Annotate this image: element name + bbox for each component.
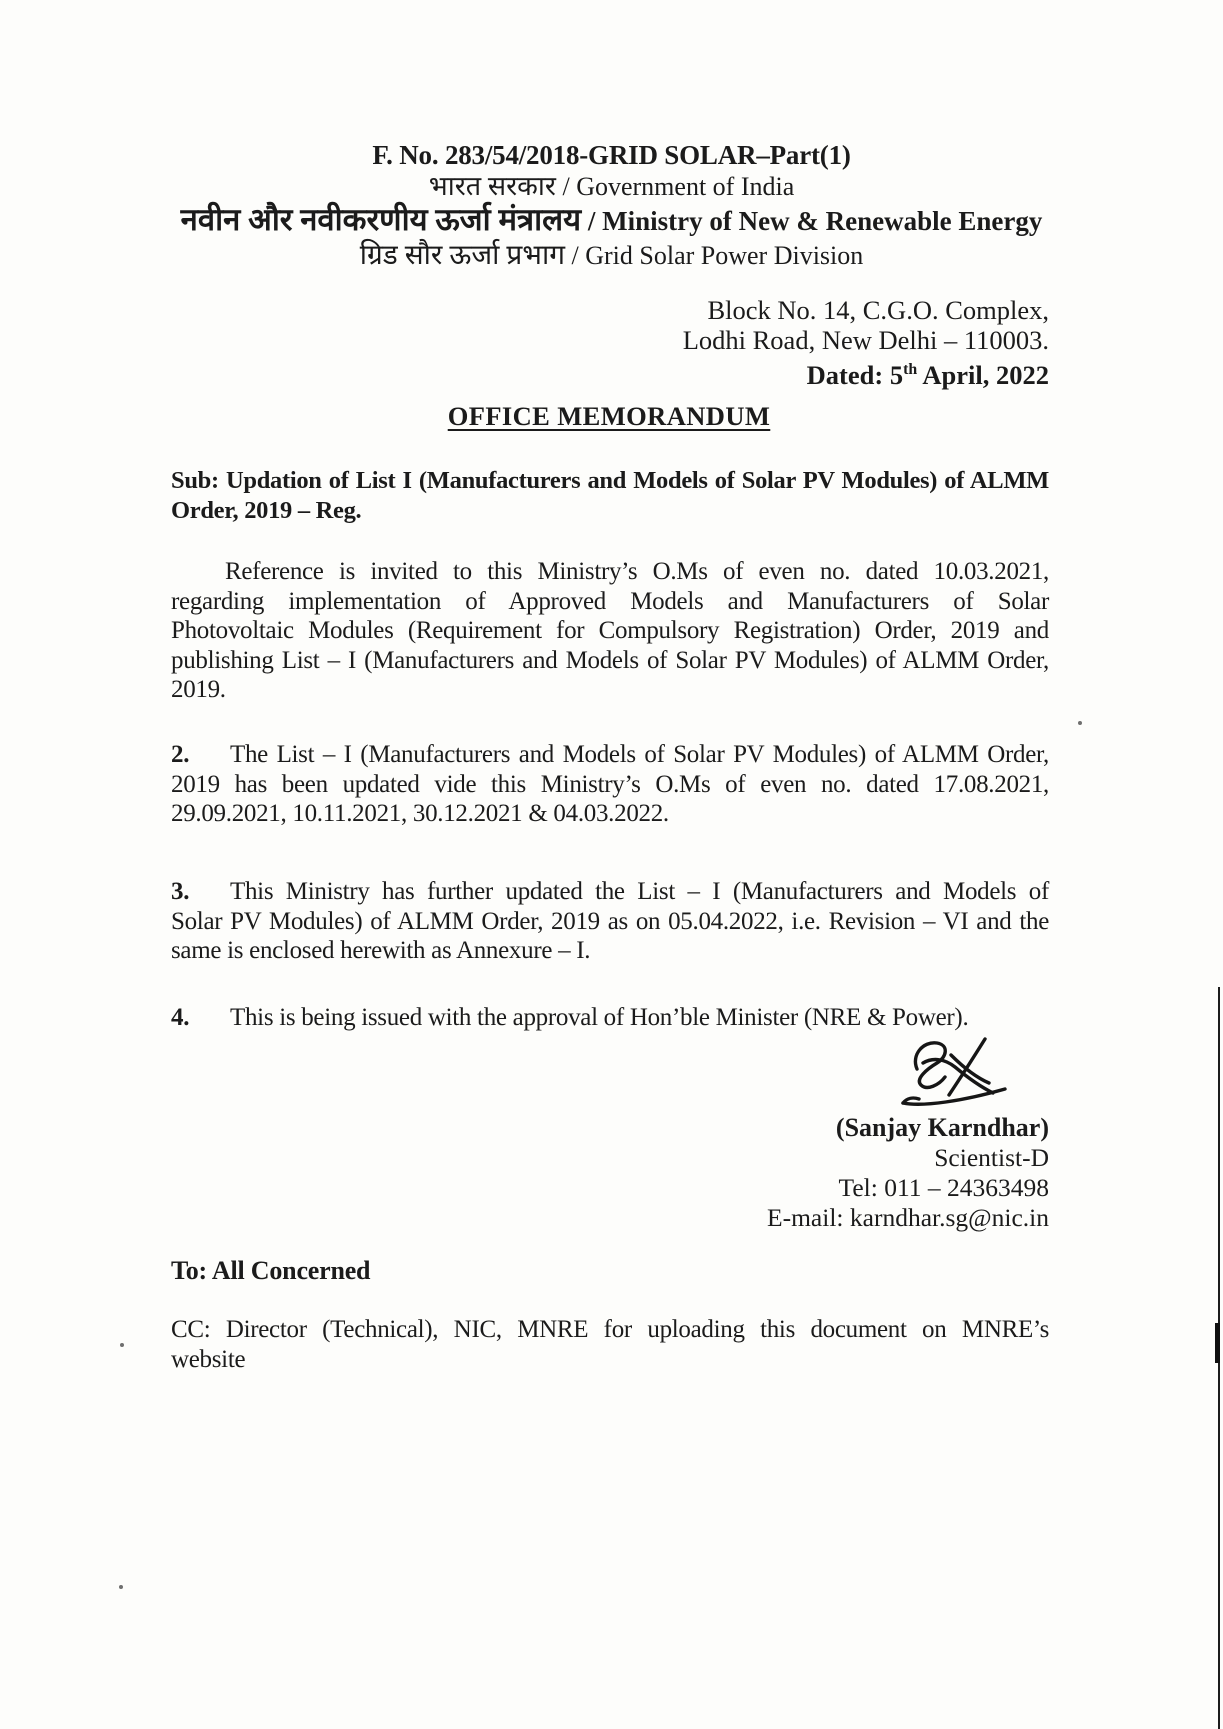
division-hindi: ग्रिड सौर ऊर्जा प्रभाग [359,240,565,271]
paragraph-number: 3. [171,878,190,905]
paragraph-text: The List – I (Manufacturers and Models of Solar PV Modules) of ALMM Order, [230,741,1049,768]
paragraph-2 [171,740,1049,829]
paragraph-line [171,877,1049,907]
paragraph-line: Solar PV Modules) of ALMM Order, 2019 as on 05.04.2022, i.e. Revision – VI and the [171,907,1049,935]
signature-block [171,1113,1049,1233]
separator: / [555,172,577,201]
paragraph-line [171,1003,1049,1033]
paragraph-1 [171,557,1049,705]
subject-block [171,466,1049,525]
cc-block [171,1315,1049,1374]
separator: / [581,206,603,236]
subject-line: Order, 2019 – Reg. [171,496,362,524]
dated-suffix: April, 2022 [917,359,1049,390]
paragraph-line: 2019 has been updated vide this Ministry’s O.Ms of even no. dated 17.08.2021, [171,770,1049,798]
dated-line [171,355,1049,390]
paragraph-text: This is being issued with the approval of Hon’ble Minister (NRE & Power). [230,1004,969,1031]
signatory-email: E-mail: karndhar.sg@nic.in [767,1203,1049,1232]
paragraph-line: Photovoltaic Modules (Requirement for Compulsory Registration) Order, 2019 and [171,617,1049,644]
scan-speck [120,1343,124,1347]
government-line [0,171,1223,202]
scan-speck [1078,721,1082,725]
signatory-name: (Sanjay Karndhar) [835,1113,1049,1142]
government-hindi: भारत सरकार [428,171,556,201]
signature-scribble [893,1033,1017,1113]
cc-line: website [171,1345,246,1373]
cc-line: CC: Director (Technical), NIC, MNRE for uploading this document on MNRE’s [171,1316,1049,1343]
memo-title [171,401,1047,432]
address-block [171,295,1049,390]
paragraph-line: Reference is invited to this Ministry’s O.Ms of even no. dated 10.03.2021, [225,558,1049,585]
paragraph-line: same is enclosed herewith as Annexure – I. [171,937,591,964]
division-english: Grid Solar Power Division [585,241,864,270]
ministry-line [0,202,1223,239]
signatory-designation: Scientist-D [934,1143,1049,1172]
paragraph-line: publishing List – I (Manufacturers and Models of Solar PV Modules) of ALMM Order, [171,646,1049,674]
paragraph-line: regarding implementation of Approved Models and Manufacturers of Solar [171,587,1049,615]
government-english: Government of India [576,172,795,201]
division-line [0,239,1223,272]
paragraph-line [171,740,1049,770]
paragraph-3 [171,877,1049,966]
dated-prefix: Dated: 5 [806,359,904,390]
dated-ordinal: th [903,361,918,378]
ministry-hindi: नवीन और नवीकरणीय ऊर्जा मंत्रालय [180,202,582,237]
letterhead [0,139,1223,272]
file-number: F. No. 283/54/2018-GRID SOLAR–Part(1) [372,140,851,170]
address-line-2: Lodhi Road, New Delhi – 110003. [682,325,1049,355]
paragraph-text: This Ministry has further updated the List – I (Manufacturers and Models of [230,878,1049,905]
paragraph-number: 2. [171,741,190,768]
signatory-telephone: Tel: 011 – 24363498 [838,1173,1049,1202]
subject-line: Sub: Updation of List I (Manufacturers and Models of Solar PV Modules) of ALMM [171,467,1049,494]
paragraph-number: 4. [171,1004,190,1031]
paragraph-line: 29.09.2021, 10.11.2021, 30.12.2021 & 04.03.2022. [171,800,669,827]
to-line: To: All Concerned [171,1256,371,1285]
ministry-english: Ministry of New & Renewable Energy [602,206,1043,236]
address-line-1: Block No. 14, C.G.O. Complex, [707,295,1049,325]
memo-title-text: OFFICE MEMORANDUM [447,401,771,431]
scan-artifact-line-thick [1215,1323,1220,1363]
scan-speck [119,1585,123,1589]
paragraph-4 [171,1003,1049,1033]
paragraph-line: 2019. [171,676,226,703]
separator: / [565,241,586,270]
